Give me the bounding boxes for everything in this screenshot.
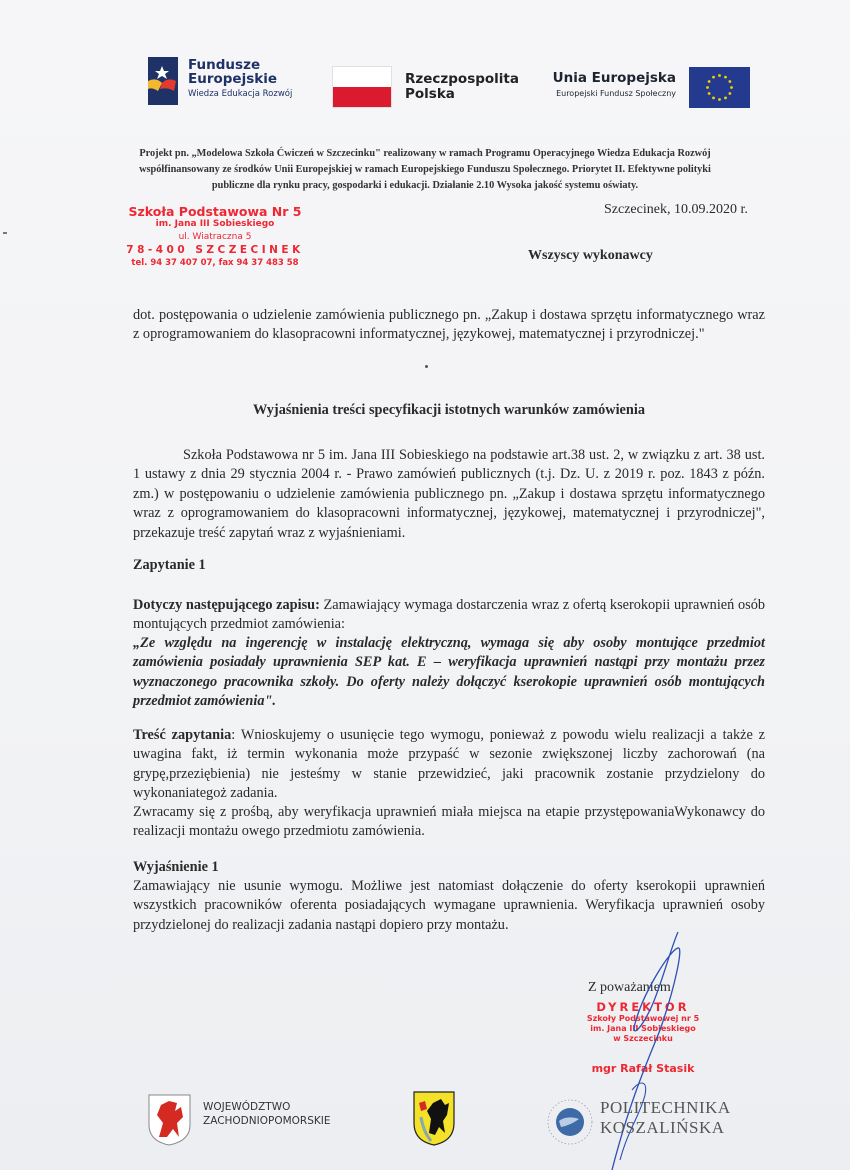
subject-paragraph: dot. postępowania o udzielenie zamówienia publicznego pn. „Zakup i dostawa sprzętu informatycznego wraz z oprogramowaniem do klasopracowni informatycznej, językowej, matematycznej i przyrodniczej." bbox=[133, 307, 765, 343]
unia-europejska-label: Unia Europejska Europejski Fundusz Społeczny bbox=[552, 70, 676, 98]
eu-flag-icon bbox=[689, 67, 750, 108]
director-stamp: DYREKTOR Szkoły Podstawowej nr 5 im. Jana III Sobieskiego w Szczecinku mgr Rafał Stasik bbox=[586, 1000, 700, 1075]
scan-dot bbox=[425, 365, 428, 368]
eu-star-icon bbox=[724, 76, 727, 79]
question-scope-label: Dotyczy następującego zapisu: bbox=[133, 597, 320, 613]
scan-mark bbox=[3, 232, 7, 234]
question-scope bbox=[133, 596, 765, 635]
letter-date: Szczecinek, 10.09.2020 r. bbox=[604, 202, 748, 217]
eu-star-icon bbox=[708, 92, 711, 95]
eu-star-icon bbox=[728, 92, 731, 95]
eu-star-icon bbox=[730, 86, 733, 89]
intro-paragraph: Szkoła Podstawowa nr 5 im. Jana III Sobieskiego na podstawie art.38 ust. 2, w związku z art. 38 ust. 1 ustawy z dnia 29 stycznia 2004 r. - Prawo zamówień publicznych (t.j. Dz. U. z 2019 r. poz. 1843 z późn. zm.) w postępowaniu o udzielenie zamówienia publicznego pn. „Zakup i dostawa sprzętu informatycznego wraz z oprogramowaniem do klasopracowni informatycznej, językowej, matematycznej i przyrodniczej", przekazuje treść zapytań wraz z wyjaśnieniami. bbox=[133, 447, 765, 541]
politechnika-koszalinska-logo-icon bbox=[545, 1097, 595, 1147]
polish-flag-icon bbox=[332, 66, 392, 108]
project-note: Projekt pn. „Modelowa Szkoła Ćwiczeń w Szczecinku" realizowany w ramach Programu Operacyjnego Wiedza Edukacja Rozwój współfinansowany ze środków Unii Europejskiej w ramach Europejskiego Funduszu Społecznego. Priorytet II. Efektywne polityki publiczne dla rynku pracy, gospodarki i edukacji. Działanie 2.10 Wysoka jakość systemu oświaty. bbox=[139, 148, 711, 191]
question-content-text: : Wnioskujemy o usunięcie tego wymogu, ponieważ z powodu wielu realizacji a także z uwagina fakt, iż termin wykonania może przypaść w sezonie zwiększonej liczby zachorowań (na grypę,przeziębienia) nie jesteśmy w stanie przewidzieć, jaki pracownik zostanie przydzielony do wykonaniategoż zadania. bbox=[133, 727, 766, 802]
university-label: POLITECHNIKA KOSZALIŃSKA bbox=[600, 1098, 731, 1137]
recipients: Wszyscy wykonawcy bbox=[528, 248, 653, 263]
eu-star-icon bbox=[706, 86, 709, 89]
eu-star-icon bbox=[724, 96, 727, 99]
question-scope-text: Zamawiający wymaga dostarczenia wraz z ofertą kserokopii uprawnień osób montujących przedmiot zamówienia: bbox=[133, 597, 765, 633]
fundusze-europejskie-label: Fundusze Europejskie Wiedza Edukacja Rozwój bbox=[188, 57, 293, 99]
eu-star-icon bbox=[718, 98, 721, 101]
answer-title: Wyjaśnienie 1 bbox=[133, 859, 219, 875]
eu-star-icon bbox=[728, 80, 731, 83]
eu-star-icon bbox=[708, 80, 711, 83]
szczecinek-crest-icon bbox=[413, 1091, 455, 1146]
document-heading: Wyjaśnienia treści specyfikacji istotnych warunków zamówienia bbox=[253, 402, 645, 418]
zachodniopomorskie-crest-icon bbox=[147, 1093, 192, 1146]
question-request: Zwracamy się z prośbą, aby weryfikacja uprawnień miała miejsca na etapie przystępowaniaWykonawcy do realizacji montażu owego przedmiotu zamówienia. bbox=[133, 804, 765, 840]
question-content-label: Treść zapytania bbox=[133, 727, 232, 743]
eu-star-icon bbox=[718, 74, 721, 77]
region-label: WOJEWÓDZTWO ZACHODNIOPOMORSKIE bbox=[203, 1101, 331, 1127]
eu-star-icon bbox=[712, 76, 715, 79]
rzeczpospolita-polska-label: Rzeczpospolita Polska bbox=[405, 71, 519, 102]
question-content bbox=[133, 726, 765, 804]
fundusze-europejskie-logo-icon bbox=[148, 57, 178, 105]
closing-regards: Z poważaniem bbox=[588, 980, 671, 995]
eu-star-icon bbox=[712, 96, 715, 99]
question-title: Zapytanie 1 bbox=[133, 557, 206, 573]
school-stamp: Szkoła Podstawowa Nr 5 im. Jana III Sobieskiego ul. Wiatraczna 5 78-400 SZCZECINEK tel. 94 37 407 07, fax 94 37 483 58 bbox=[126, 204, 304, 268]
question-quote: „Ze względu na ingerencję w instalację elektryczną, wymaga się aby osoby montujące przedmiot zamówienia posiadały uprawnienia SEP kat. E – weryfikacja uprawnień nastąpi przy montażu przez wyznaczonego pracownika szkoły. Do oferty należy dołączyć kserokopie uprawnień osób montujących przedmiot zamówienia". bbox=[133, 635, 765, 710]
answer-content: Zamawiający nie usunie wymogu. Możliwe jest natomiast dołączenie do oferty kserokopii uprawnień wszystkich pracowników oferenta posiadających wymagane uprawnienia. Weryfikacja uprawnień osoby przydzielonej do realizacji zadania nastąpi dopiero przy montażu. bbox=[133, 878, 765, 933]
